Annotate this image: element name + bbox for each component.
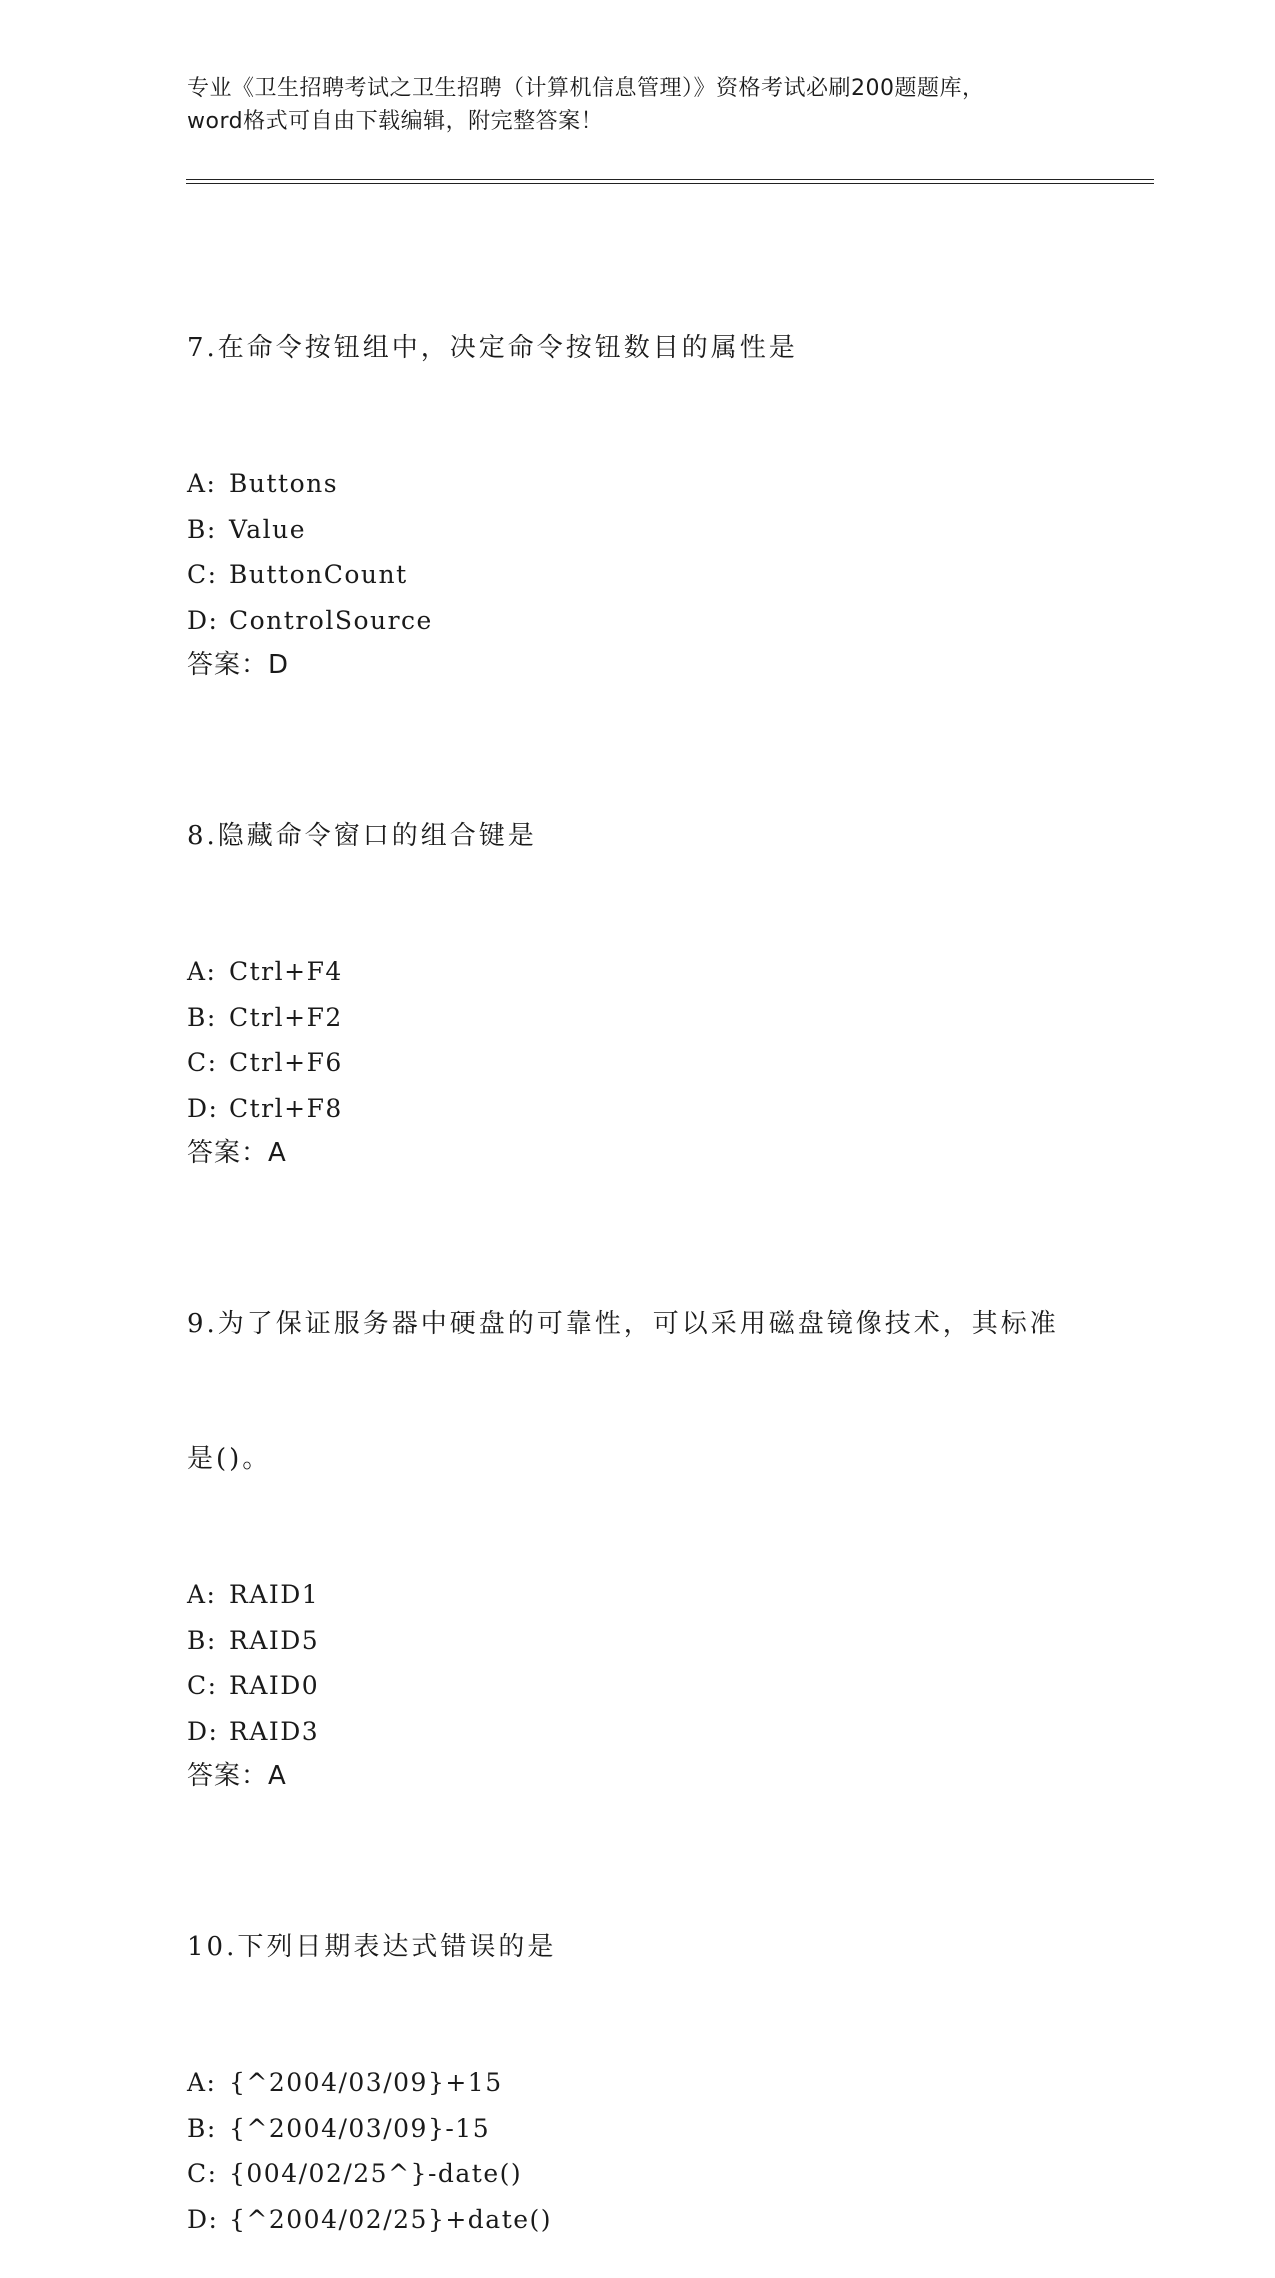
option-text: RAID5 — [229, 1625, 320, 1655]
option-text: RAID1 — [229, 1580, 320, 1609]
option-text: {^2004/03/09}-15 — [229, 2113, 491, 2143]
option-letter: A: — [187, 2068, 217, 2097]
answer-option — [187, 552, 1087, 598]
answer-option — [187, 1040, 1087, 1086]
answer-option — [187, 1572, 1087, 1618]
answer-option — [187, 1618, 1087, 1664]
option-letter: A: — [187, 957, 217, 986]
answer-option — [187, 507, 1087, 553]
option-text: Ctrl+F8 — [229, 1093, 343, 1123]
option-letter: B: — [187, 514, 217, 544]
question-item — [187, 1835, 1087, 2242]
option-text: RAID3 — [229, 1716, 320, 1746]
question-stem — [187, 724, 1087, 949]
question-stem-line: 10.下列日期表达式错误的是 — [187, 1932, 557, 1962]
option-text: {004/02/25^}-date() — [229, 2159, 523, 2188]
option-letter: C: — [187, 560, 218, 589]
option-letter: C: — [187, 1048, 218, 1077]
question-list — [187, 236, 1087, 2278]
question-stem — [187, 236, 1087, 461]
question-stem — [187, 1212, 1087, 1572]
option-text: RAID0 — [229, 1671, 320, 1700]
question-stem — [187, 1835, 1087, 2060]
header-divider-bottom — [186, 183, 1154, 184]
document-header — [187, 72, 1087, 138]
answer-key: 答案：A — [187, 1138, 287, 1168]
option-letter: B: — [187, 1625, 217, 1655]
question-stem-line: 7.在命令按钮组中，决定命令按钮数目的属性是 — [187, 333, 798, 363]
option-letter: A: — [187, 469, 217, 498]
option-text: Ctrl+F4 — [229, 957, 343, 986]
option-letter: D: — [187, 605, 219, 635]
option-text: Buttons — [229, 469, 339, 498]
answer-option — [187, 2151, 1087, 2197]
question-stem-line: 8.隐藏命令窗口的组合键是 — [187, 821, 537, 851]
option-letter: A: — [187, 1580, 217, 1609]
answer-option — [187, 1086, 1087, 1132]
option-letter: C: — [187, 2159, 218, 2188]
answer-option — [187, 2106, 1087, 2152]
option-text: ButtonCount — [229, 560, 408, 589]
question-stem-line: 9.为了保证服务器中硬盘的可靠性，可以采用磁盘镜像技术，其标准 — [187, 1309, 1059, 1339]
answer-key: 答案：A — [187, 1761, 287, 1791]
answer-option — [187, 461, 1087, 507]
option-letter: C: — [187, 1671, 218, 1700]
question-stem-line: 是()。 — [187, 1444, 272, 1474]
option-text: {^2004/03/09}+15 — [229, 2068, 503, 2097]
header-line-2: word格式可自由下载编辑，附完整答案！ — [187, 109, 604, 134]
answer-option — [187, 1663, 1087, 1709]
header-line-1: 专业《卫生招聘考试之卫生招聘（计算机信息管理）》资格考试必刷200题题库， — [187, 76, 985, 101]
question-item — [187, 1212, 1087, 1799]
answer-key: 答案：D — [187, 650, 290, 680]
answer-option — [187, 1709, 1087, 1755]
option-text: Value — [229, 514, 307, 544]
question-item — [187, 724, 1087, 1176]
answer-option — [187, 2197, 1087, 2243]
header-divider-top — [186, 179, 1154, 180]
option-letter: B: — [187, 2113, 217, 2143]
option-text: ControlSource — [229, 605, 433, 635]
answer-option — [187, 598, 1087, 644]
option-text: Ctrl+F6 — [229, 1048, 343, 1077]
option-letter: B: — [187, 1002, 217, 1032]
answer-option — [187, 949, 1087, 995]
option-text: {^2004/02/25}+date() — [229, 2204, 553, 2234]
option-letter: D: — [187, 1716, 219, 1746]
answer-option — [187, 2060, 1087, 2106]
option-letter: D: — [187, 1093, 219, 1123]
option-text: Ctrl+F2 — [229, 1002, 343, 1032]
answer-option — [187, 995, 1087, 1041]
question-item — [187, 236, 1087, 688]
option-letter: D: — [187, 2204, 219, 2234]
